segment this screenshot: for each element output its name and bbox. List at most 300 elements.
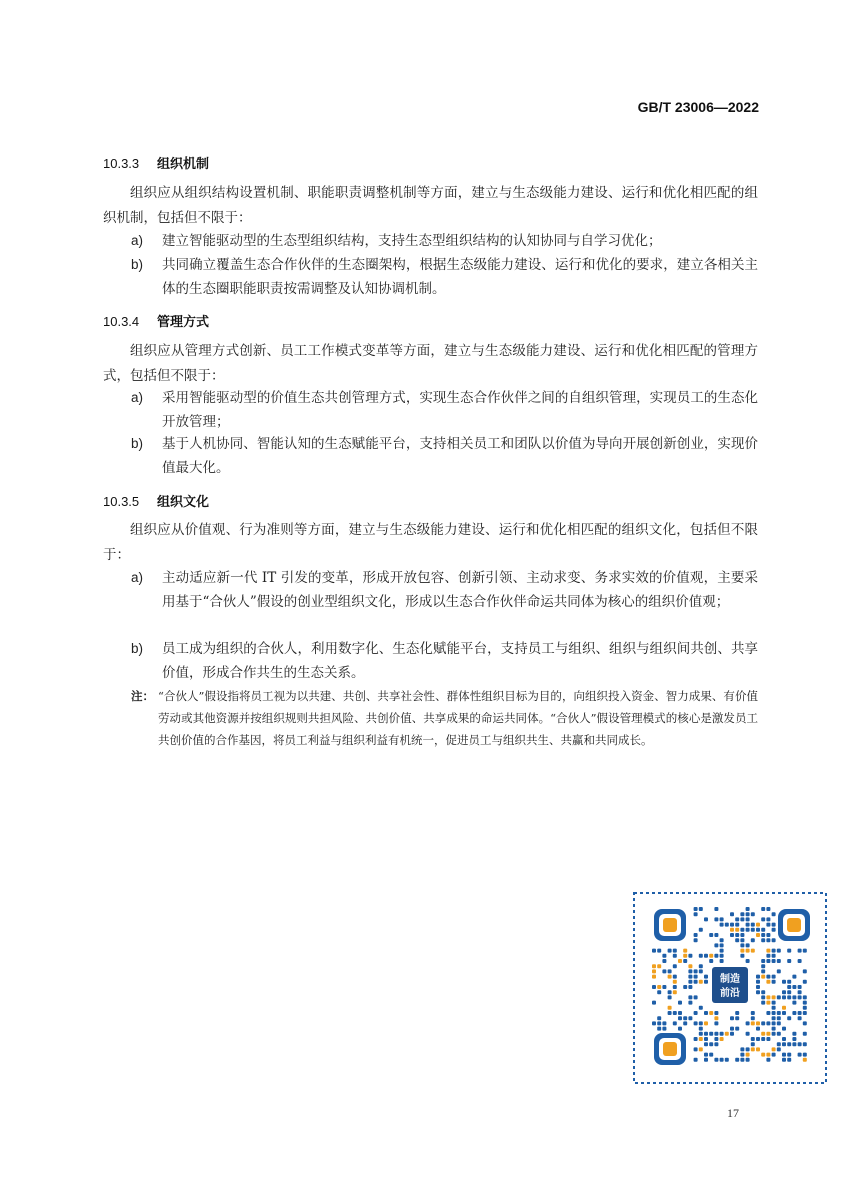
qr-module	[699, 1032, 703, 1036]
qr-module	[704, 1058, 708, 1062]
qr-module	[694, 975, 698, 979]
qr-module	[787, 995, 791, 999]
qr-module	[746, 907, 750, 911]
qr-module	[766, 1037, 770, 1041]
qr-module	[714, 1042, 718, 1046]
qr-module	[673, 949, 677, 953]
qr-module	[772, 1032, 776, 1036]
qr-module	[782, 1011, 786, 1015]
qr-module	[803, 969, 807, 973]
section-title: 管理方式	[157, 315, 210, 330]
qr-module	[766, 917, 770, 921]
qr-module	[766, 923, 770, 927]
qr-module	[694, 1037, 698, 1041]
qr-module	[678, 1016, 682, 1020]
qr-module	[756, 985, 760, 989]
qr-module	[756, 1047, 760, 1051]
note-label: 注：	[131, 689, 154, 703]
qr-module	[766, 995, 770, 999]
qr-module	[777, 1011, 781, 1015]
qr-module	[756, 1021, 760, 1025]
qr-module	[694, 1011, 698, 1015]
qr-module	[678, 959, 682, 963]
qr-module	[652, 1021, 656, 1025]
qr-module	[709, 954, 713, 958]
list-item-text: 员工成为组织的合伙人，利用数字化、生态化赋能平台，支持员工与组织、组织与组织间共创、共享价值，形成合作共生的生态关系。	[162, 641, 758, 681]
qr-module	[761, 1032, 765, 1036]
qr-module	[766, 980, 770, 984]
qr-module	[673, 1021, 677, 1025]
qr-module	[803, 949, 807, 953]
qr-module	[777, 1047, 781, 1051]
qr-module	[657, 1027, 661, 1031]
qr-module	[777, 1032, 781, 1036]
qr-module	[746, 1058, 750, 1062]
qr-module	[662, 954, 666, 958]
qr-module	[766, 1001, 770, 1005]
qr-module	[694, 1058, 698, 1062]
qr-module	[777, 959, 781, 963]
qr-module	[725, 1032, 729, 1036]
qr-module	[792, 1037, 796, 1041]
qr-module	[673, 980, 677, 984]
qr-module	[761, 1037, 765, 1041]
qr-module	[751, 1047, 755, 1051]
qr-module	[756, 928, 760, 932]
qr-module	[673, 1011, 677, 1015]
qr-module	[714, 954, 718, 958]
qr-module	[798, 1053, 802, 1057]
qr-module	[652, 949, 656, 953]
qr-module	[704, 954, 708, 958]
qr-module	[772, 1053, 776, 1057]
qr-module	[694, 969, 698, 973]
qr-module	[704, 917, 708, 921]
qr-module	[746, 1047, 750, 1051]
qr-module	[714, 1016, 718, 1020]
qr-module	[746, 912, 750, 916]
qr-module	[751, 928, 755, 932]
qr-module	[668, 995, 672, 999]
qr-module	[740, 943, 744, 947]
qr-module	[772, 1021, 776, 1025]
qr-module	[699, 954, 703, 958]
qr-module	[756, 933, 760, 937]
qr-module	[704, 1042, 708, 1046]
section-number: 10.3.3	[103, 156, 140, 171]
qr-module	[735, 1016, 739, 1020]
qr-finder-top-left	[654, 909, 686, 941]
qr-module	[772, 1001, 776, 1005]
qr-module	[735, 1011, 739, 1015]
qr-module	[798, 1042, 802, 1046]
qr-module	[683, 954, 687, 958]
qr-module	[704, 975, 708, 979]
qr-module	[735, 1027, 739, 1031]
qr-module	[673, 975, 677, 979]
qr-module	[772, 995, 776, 999]
qr-module	[761, 990, 765, 994]
qr-module	[746, 943, 750, 947]
qr-module	[798, 985, 802, 989]
qr-module	[740, 912, 744, 916]
qr-module	[766, 938, 770, 942]
qr-module	[735, 917, 739, 921]
qr-module	[688, 1001, 692, 1005]
qr-module	[766, 907, 770, 911]
qr-module	[782, 1037, 786, 1041]
qr-module	[688, 975, 692, 979]
qr-module	[740, 954, 744, 958]
qr-module	[751, 1016, 755, 1020]
list-marker: a)	[131, 233, 144, 248]
qr-module	[688, 985, 692, 989]
qr-module	[766, 1032, 770, 1036]
qr-module	[709, 1053, 713, 1057]
qr-module	[688, 969, 692, 973]
qr-module	[746, 949, 750, 953]
qr-module	[798, 1016, 802, 1020]
qr-module	[761, 1021, 765, 1025]
qr-module	[730, 912, 734, 916]
qr-module	[668, 969, 672, 973]
qr-module	[761, 933, 765, 937]
qr-module	[740, 1053, 744, 1057]
qr-module	[787, 990, 791, 994]
qr-module	[803, 980, 807, 984]
qr-module	[746, 1032, 750, 1036]
qr-module	[746, 1053, 750, 1057]
list-item-text: 基于人机协同、智能认知的生态赋能平台，支持相关员工和团队以价值为导向开展创新创业，实现价值最大化。	[162, 436, 758, 476]
qr-module	[694, 912, 698, 916]
qr-module	[751, 1021, 755, 1025]
section-intro: 组织应从价值观、行为准则等方面，建立与生态级能力建设、运行和优化相匹配的组织文化，包括但不限于：	[103, 522, 758, 563]
section-title: 组织文化	[157, 495, 210, 510]
qr-module	[792, 985, 796, 989]
qr-module	[751, 938, 755, 942]
qr-module	[735, 928, 739, 932]
qr-module	[725, 1058, 729, 1062]
qr-module	[782, 1053, 786, 1057]
qr-module	[787, 949, 791, 953]
qr-module	[720, 917, 724, 921]
section-heading-10-3-5	[103, 491, 209, 510]
qr-module	[756, 990, 760, 994]
qr-module	[678, 1027, 682, 1031]
qr-module	[714, 1011, 718, 1015]
qr-module	[787, 1053, 791, 1057]
qr-module	[709, 1032, 713, 1036]
qr-module	[688, 995, 692, 999]
section-intro: 组织应从管理方式创新、员工工作模式变革等方面，建立与生态级能力建设、运行和优化相匹配的管理方式，包括但不限于：	[103, 343, 758, 384]
qr-module	[683, 949, 687, 953]
qr-module	[772, 928, 776, 932]
qr-module	[720, 1058, 724, 1062]
qr-module	[761, 917, 765, 921]
qr-module	[803, 1011, 807, 1015]
qr-module	[777, 1021, 781, 1025]
qr-module	[709, 933, 713, 937]
qr-module	[730, 1027, 734, 1031]
section-intro: 组织应从组织结构设置机制、职能职责调整机制等方面，建立与生态级能力建设、运行和优化相匹配的组织机制，包括但不限于：	[103, 185, 758, 226]
qr-module	[761, 964, 765, 968]
qr-module	[668, 990, 672, 994]
qr-module	[694, 1047, 698, 1051]
note-text: “合伙人”假设指将员工视为以共建、共创、共享社会性、群体性组织目标为目的，向组织投入资金、智力成果、有价值劳动或其他资源并按组织规则共担风险、共创价值、共享成果的命运共同体。“合伙人”假设管理模式的核心是激发员工共创价值的合作基因，将员工利益与组织利益有机统一，促进员工与组织共生、共赢和共同成长。	[158, 689, 758, 747]
qr-module	[662, 1021, 666, 1025]
qr-module	[657, 1016, 661, 1020]
page-number: 17	[727, 1106, 739, 1120]
qr-module	[735, 938, 739, 942]
qr-module	[720, 1032, 724, 1036]
list-item	[131, 566, 758, 614]
qr-module	[699, 980, 703, 984]
list-marker: a)	[131, 390, 144, 405]
qr-module	[772, 1027, 776, 1031]
qr-module	[735, 1058, 739, 1062]
list-marker: a)	[131, 570, 144, 585]
qr-module	[782, 1042, 786, 1046]
qr-module	[766, 933, 770, 937]
list-item-text: 共同确立覆盖生态合作伙伴的生态圈架构，根据生态级能力建设、运行和优化的要求，建立各相关主体的生态圈职能职责按需调整及认知协调机制。	[162, 257, 758, 297]
qr-module	[652, 985, 656, 989]
qr-module	[714, 1032, 718, 1036]
qr-module	[772, 975, 776, 979]
qr-module	[657, 949, 661, 953]
qr-module	[714, 907, 718, 911]
qr-module	[766, 1053, 770, 1057]
qr-module	[777, 1042, 781, 1046]
qr-module	[777, 995, 781, 999]
qr-module	[761, 995, 765, 999]
qr-module	[668, 1006, 672, 1010]
qr-module	[694, 980, 698, 984]
qr-module	[751, 1037, 755, 1041]
section-heading-10-3-4	[103, 311, 209, 330]
qr-module	[740, 917, 744, 921]
list-marker: b)	[131, 257, 144, 272]
qr-module	[662, 969, 666, 973]
list-item	[131, 432, 758, 480]
qr-module	[668, 1011, 672, 1015]
section-number: 10.3.4	[103, 314, 140, 329]
qr-module	[803, 995, 807, 999]
qr-logo-text-line2: 前沿	[720, 988, 740, 999]
qr-module	[730, 923, 734, 927]
qr-module	[699, 1047, 703, 1051]
qr-module	[803, 1021, 807, 1025]
qr-module	[662, 985, 666, 989]
qr-module	[704, 1032, 708, 1036]
qr-module	[792, 1042, 796, 1046]
qr-module	[704, 1037, 708, 1041]
qr-module	[683, 1021, 687, 1025]
qr-module	[787, 1016, 791, 1020]
qr-module	[714, 1058, 718, 1062]
qr-module	[699, 928, 703, 932]
qr-module	[803, 1006, 807, 1010]
qr-module	[761, 928, 765, 932]
qr-module	[652, 1001, 656, 1005]
qr-module	[720, 954, 724, 958]
qr-module	[735, 933, 739, 937]
qr-module	[699, 907, 703, 911]
qr-module	[740, 949, 744, 953]
qr-module	[668, 975, 672, 979]
qr-module	[772, 1006, 776, 1010]
qr-module	[740, 1047, 744, 1051]
qr-module	[761, 959, 765, 963]
qr-module	[766, 949, 770, 953]
qr-module	[792, 1032, 796, 1036]
qr-module	[678, 1011, 682, 1015]
qr-module	[714, 917, 718, 921]
qr-module	[730, 928, 734, 932]
qr-module	[694, 907, 698, 911]
qr-module	[751, 912, 755, 916]
qr-module	[772, 923, 776, 927]
qr-module	[673, 990, 677, 994]
qr-module	[782, 995, 786, 999]
qr-module	[699, 1006, 703, 1010]
qr-module	[720, 1037, 724, 1041]
list-item-text: 主动适应新一代 IT 引发的变革，形成开放包容、创新引领、主动求变、务求实效的价值观，主要采用基于“合伙人”假设的创业型组织文化，形成以生态合作伙伴命运共同体为核心的组织价值观；	[162, 570, 758, 610]
qr-module	[798, 959, 802, 963]
qr-module	[714, 1021, 718, 1025]
qr-module	[699, 1021, 703, 1025]
qr-module	[761, 1053, 765, 1057]
qr-module	[803, 1053, 807, 1057]
qr-module	[694, 995, 698, 999]
qr-module	[766, 1021, 770, 1025]
qr-module	[792, 995, 796, 999]
qr-module	[688, 954, 692, 958]
qr-module	[777, 949, 781, 953]
qr-module	[782, 990, 786, 994]
qr-module	[787, 980, 791, 984]
list-item-text: 采用智能驱动型的价值生态共创管理方式，实现生态合作伙伴之间的自组织管理，实现员工的生态化开放管理；	[162, 390, 758, 430]
list-item	[131, 229, 758, 253]
qr-module	[761, 1001, 765, 1005]
qr-module	[657, 1021, 661, 1025]
section-heading-10-3-3	[103, 153, 209, 172]
qr-module	[657, 985, 661, 989]
qr-module	[766, 959, 770, 963]
qr-module	[720, 943, 724, 947]
qr-module	[709, 959, 713, 963]
qr-module	[657, 964, 661, 968]
qr-module	[714, 933, 718, 937]
qr-module	[720, 949, 724, 953]
qr-module	[766, 954, 770, 958]
qr-module	[688, 980, 692, 984]
qr-module	[782, 980, 786, 984]
qr-finder-top-right	[778, 909, 810, 941]
qr-module	[662, 959, 666, 963]
qr-module	[772, 1011, 776, 1015]
qr-module	[756, 980, 760, 984]
qr-module	[683, 959, 687, 963]
qr-module	[662, 1027, 666, 1031]
qr-module	[730, 1032, 734, 1036]
qr-module	[772, 1047, 776, 1051]
qr-module	[699, 1027, 703, 1031]
list-marker: b)	[131, 641, 144, 656]
qr-module	[673, 964, 677, 968]
qr-module	[772, 954, 776, 958]
qr-module	[704, 1021, 708, 1025]
qr-module	[761, 938, 765, 942]
qr-module	[740, 1058, 744, 1062]
qr-module	[657, 990, 661, 994]
qr-module	[782, 1006, 786, 1010]
qr-module	[735, 923, 739, 927]
section-title: 组织机制	[157, 157, 210, 172]
qr-module	[798, 1011, 802, 1015]
list-item	[131, 637, 758, 685]
qr-module	[730, 933, 734, 937]
list-item-text: 建立智能驱动型的生态型组织结构，支持生态型组织结构的认知协同与自学习优化；	[162, 233, 662, 249]
qr-module	[694, 1021, 698, 1025]
qr-module	[782, 1058, 786, 1062]
qr-module	[798, 949, 802, 953]
qr-module	[803, 1001, 807, 1005]
qr-module	[704, 1011, 708, 1015]
qr-module	[772, 959, 776, 963]
qr-module	[803, 1032, 807, 1036]
qr-module	[746, 1021, 750, 1025]
list-marker: b)	[131, 436, 144, 451]
qr-module	[792, 1001, 796, 1005]
qr-module	[756, 975, 760, 979]
qr-module	[766, 1011, 770, 1015]
qr-module	[704, 980, 708, 984]
section-number: 10.3.5	[103, 494, 140, 509]
qr-module	[688, 964, 692, 968]
list-item	[131, 386, 758, 434]
qr-module	[756, 923, 760, 927]
qr-module	[751, 949, 755, 953]
qr-module	[792, 975, 796, 979]
qr-module	[803, 1042, 807, 1046]
qr-module	[798, 990, 802, 994]
qr-module	[777, 969, 781, 973]
qr-module	[756, 1027, 760, 1031]
qr-module	[704, 1053, 708, 1057]
qr-module	[720, 923, 724, 927]
qr-module	[740, 933, 744, 937]
qr-module	[756, 1037, 760, 1041]
qr-code	[632, 891, 828, 1085]
qr-module	[699, 969, 703, 973]
qr-module	[699, 1037, 703, 1041]
qr-module	[683, 1016, 687, 1020]
qr-module	[694, 933, 698, 937]
qr-module	[694, 938, 698, 942]
qr-module	[772, 980, 776, 984]
qr-module	[787, 1042, 791, 1046]
qr-module	[720, 959, 724, 963]
qr-module	[772, 1016, 776, 1020]
qr-module	[652, 964, 656, 968]
qr-module	[772, 912, 776, 916]
qr-module	[652, 969, 656, 973]
qr-module	[688, 1016, 692, 1020]
qr-module	[720, 938, 724, 942]
qr-module	[714, 1037, 718, 1041]
qr-module	[761, 907, 765, 911]
qr-module	[792, 1011, 796, 1015]
